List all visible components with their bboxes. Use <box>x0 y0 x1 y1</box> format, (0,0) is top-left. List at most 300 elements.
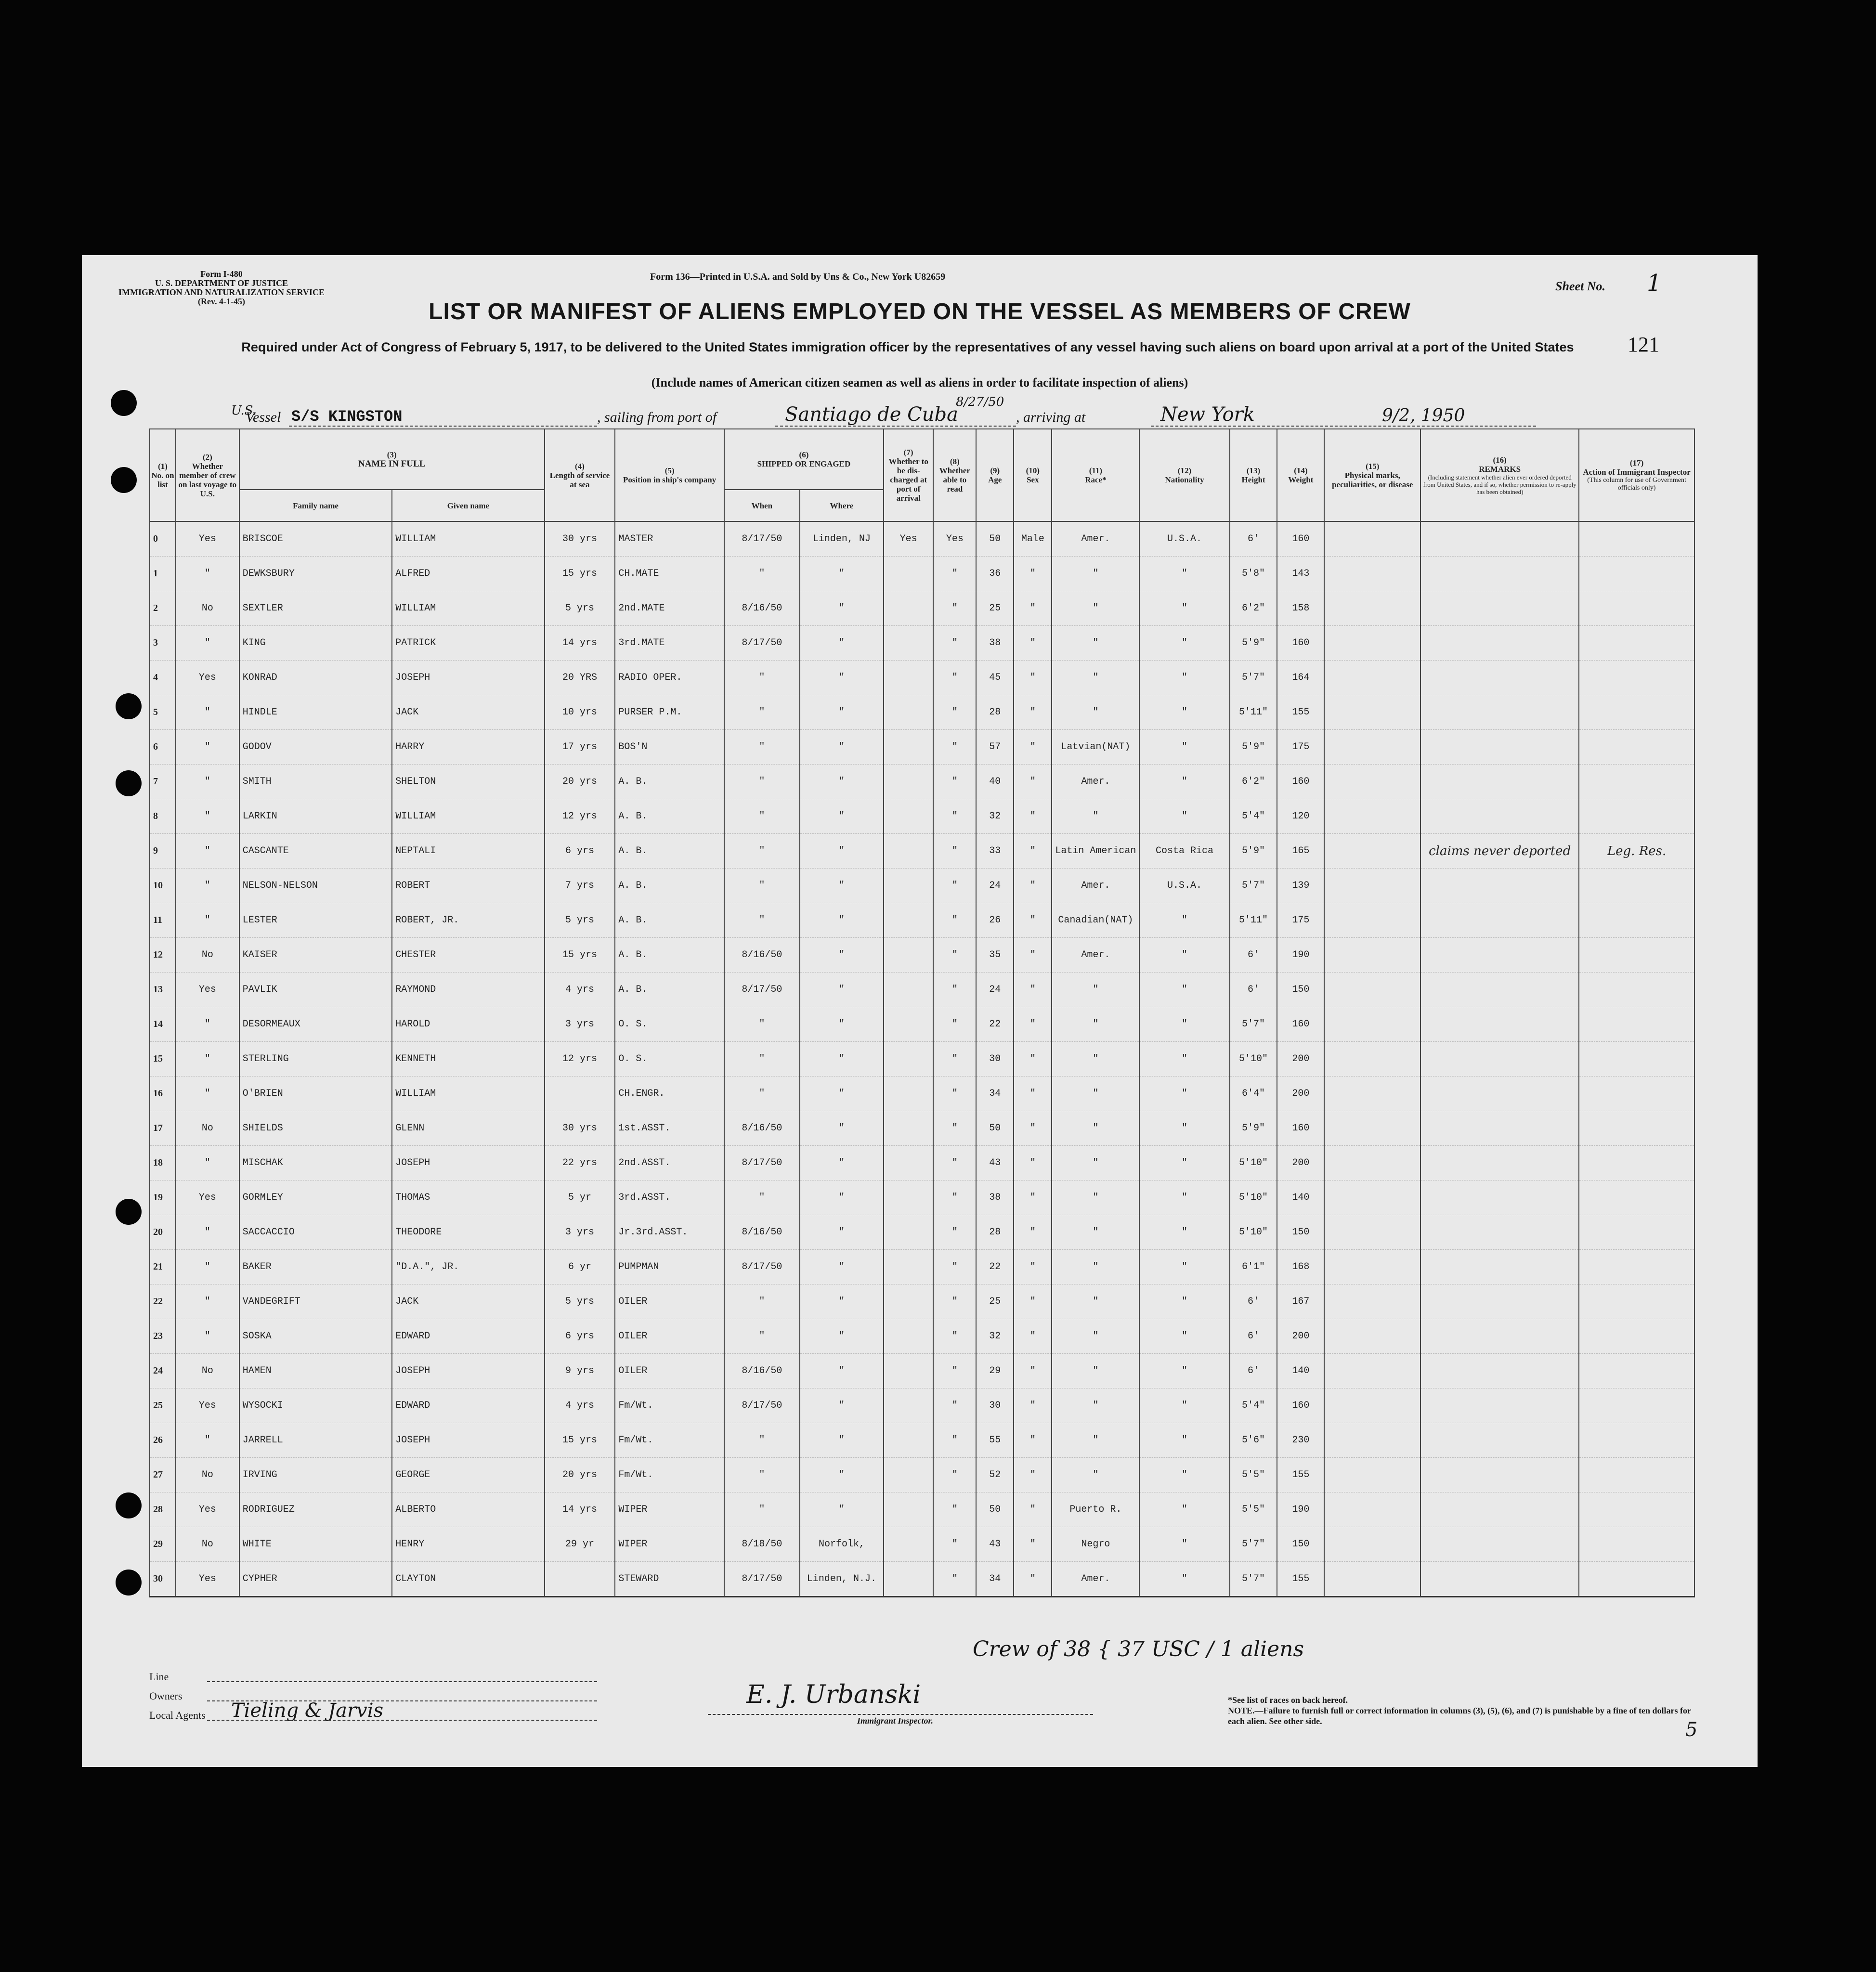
cell-weight: 143 <box>1277 557 1324 591</box>
cell-inspector-action <box>1579 1354 1694 1388</box>
cell-shipped-when: " <box>724 1042 800 1077</box>
cell-given-name: CHESTER <box>392 938 544 973</box>
binder-hole <box>111 390 137 416</box>
cell-weight: 160 <box>1277 521 1324 557</box>
cell-age: 45 <box>976 661 1014 695</box>
cell-sex: " <box>1014 1562 1052 1597</box>
cell-race: " <box>1052 973 1139 1007</box>
table-row <box>150 1250 1694 1284</box>
sheet-number-label: Sheet No. <box>1555 279 1605 293</box>
table-row <box>150 1562 1694 1597</box>
cell-physical-marks <box>1324 1562 1420 1597</box>
cell-nationality: " <box>1139 1042 1229 1077</box>
cell-sex: " <box>1014 799 1052 834</box>
cell-given-name: EDWARD <box>392 1319 544 1354</box>
cell-weight: 139 <box>1277 869 1324 903</box>
cell-service-length: 30 yrs <box>545 1111 615 1146</box>
cell-last-voyage: " <box>176 799 239 834</box>
cell-weight: 190 <box>1277 938 1324 973</box>
cell-sex: " <box>1014 1527 1052 1562</box>
cell-given-name: NEPTALI <box>392 834 544 869</box>
cell-service-length: 7 yrs <box>545 869 615 903</box>
cell-family-name: SHIELDS <box>239 1111 392 1146</box>
cell-able-to-read: " <box>933 1284 976 1319</box>
table-row <box>150 1354 1694 1388</box>
cell-service-length: 22 yrs <box>545 1146 615 1181</box>
cell-nationality: " <box>1139 591 1229 626</box>
cell-last-voyage: " <box>176 626 239 661</box>
cell-able-to-read: " <box>933 1042 976 1077</box>
cell-height: 5'10" <box>1230 1215 1277 1250</box>
cell-nationality: " <box>1139 903 1229 938</box>
cell-shipped-when: " <box>724 730 800 765</box>
cell-shipped-where: " <box>800 1042 884 1077</box>
table-row <box>150 591 1694 626</box>
cell-remarks <box>1420 1250 1579 1284</box>
cell-height: 5'11" <box>1230 695 1277 730</box>
cell-inspector-action <box>1579 973 1694 1007</box>
cell-remarks <box>1420 1146 1579 1181</box>
cell-sex: Male <box>1014 521 1052 557</box>
cell-height: 5'7" <box>1230 1007 1277 1042</box>
cell-family-name: VANDEGRIFT <box>239 1284 392 1319</box>
cell-inspector-action <box>1579 591 1694 626</box>
cell-no: 22 <box>150 1284 176 1319</box>
cell-position: O. S. <box>615 1007 724 1042</box>
cell-remarks <box>1420 1077 1579 1111</box>
races-note: *See list of races on back hereof. <box>1228 1695 1348 1705</box>
col-16-header: (16) REMARKS (Including statement whether alien ever ordered deported from United States, and if so, whether permission to re-apply has been obtained) <box>1420 429 1579 521</box>
cell-shipped-when: " <box>724 661 800 695</box>
cell-physical-marks <box>1324 521 1420 557</box>
cell-given-name: KENNETH <box>392 1042 544 1077</box>
cell-able-to-read: " <box>933 1146 976 1181</box>
cell-family-name: DESORMEAUX <box>239 1007 392 1042</box>
cell-no: 17 <box>150 1111 176 1146</box>
cell-shipped-where: " <box>800 661 884 695</box>
cell-race: " <box>1052 1042 1139 1077</box>
cell-discharged <box>884 799 933 834</box>
cell-nationality: " <box>1139 1388 1229 1423</box>
cell-remarks <box>1420 591 1579 626</box>
cell-able-to-read: " <box>933 730 976 765</box>
cell-race: Amer. <box>1052 521 1139 557</box>
cell-shipped-where: " <box>800 1146 884 1181</box>
cell-physical-marks <box>1324 1111 1420 1146</box>
cell-weight: 200 <box>1277 1146 1324 1181</box>
cell-family-name: HAMEN <box>239 1354 392 1388</box>
owners-label: Owners <box>149 1690 182 1702</box>
cell-discharged <box>884 1215 933 1250</box>
cell-physical-marks <box>1324 1354 1420 1388</box>
cell-shipped-where: " <box>800 1007 884 1042</box>
cell-remarks <box>1420 869 1579 903</box>
cell-sex: " <box>1014 1250 1052 1284</box>
cell-sex: " <box>1014 1492 1052 1527</box>
cell-family-name: MISCHAK <box>239 1146 392 1181</box>
cell-race: Amer. <box>1052 869 1139 903</box>
cell-inspector-action <box>1579 1007 1694 1042</box>
cell-last-voyage: No <box>176 1354 239 1388</box>
cell-weight: 160 <box>1277 765 1324 799</box>
cell-last-voyage: No <box>176 938 239 973</box>
cell-remarks <box>1420 730 1579 765</box>
cell-family-name: CASCANTE <box>239 834 392 869</box>
table-row <box>150 1111 1694 1146</box>
cell-service-length: 4 yrs <box>545 973 615 1007</box>
col-14-header: (14) Weight <box>1277 429 1324 521</box>
cell-shipped-when: " <box>724 903 800 938</box>
cell-position: CH.ENGR. <box>615 1077 724 1111</box>
cell-service-length: 20 YRS <box>545 661 615 695</box>
table-row <box>150 1007 1694 1042</box>
cell-physical-marks <box>1324 1077 1420 1111</box>
cell-position: WIPER <box>615 1492 724 1527</box>
cell-given-name: JOSEPH <box>392 661 544 695</box>
cell-service-length: 15 yrs <box>545 938 615 973</box>
cell-race: " <box>1052 1423 1139 1458</box>
cell-shipped-when: " <box>724 1423 800 1458</box>
cell-height: 6' <box>1230 521 1277 557</box>
cell-height: 5'11" <box>1230 903 1277 938</box>
cell-given-name: ALBERTO <box>392 1492 544 1527</box>
cell-shipped-where: " <box>800 834 884 869</box>
cell-physical-marks <box>1324 1146 1420 1181</box>
cell-service-length <box>545 1562 615 1597</box>
cell-shipped-where: " <box>800 765 884 799</box>
cell-family-name: IRVING <box>239 1458 392 1492</box>
cell-discharged <box>884 1527 933 1562</box>
cell-position: A. B. <box>615 799 724 834</box>
cell-age: 26 <box>976 903 1014 938</box>
cell-weight: 160 <box>1277 1388 1324 1423</box>
cell-position: 3rd.MATE <box>615 626 724 661</box>
cell-last-voyage: " <box>176 765 239 799</box>
cell-last-voyage: " <box>176 1007 239 1042</box>
cell-discharged <box>884 1423 933 1458</box>
cell-given-name: PATRICK <box>392 626 544 661</box>
cell-weight: 140 <box>1277 1181 1324 1215</box>
crew-note: Crew of 38 { 37 USC / 1 aliens <box>973 1637 1304 1661</box>
cell-family-name: RODRIGUEZ <box>239 1492 392 1527</box>
cell-no: 24 <box>150 1354 176 1388</box>
cell-family-name: LESTER <box>239 903 392 938</box>
sailing-label: , sailing from port of <box>597 409 717 425</box>
cell-family-name: WHITE <box>239 1527 392 1562</box>
cell-physical-marks <box>1324 591 1420 626</box>
stamp-number: 121 <box>1628 333 1659 356</box>
agents-label: Local Agents <box>149 1709 206 1721</box>
cell-nationality: " <box>1139 799 1229 834</box>
table-row <box>150 799 1694 834</box>
cell-discharged <box>884 903 933 938</box>
cell-able-to-read: " <box>933 1077 976 1111</box>
cell-discharged <box>884 1007 933 1042</box>
table-row <box>150 1077 1694 1111</box>
cell-position: CH.MATE <box>615 557 724 591</box>
cell-weight: 200 <box>1277 1042 1324 1077</box>
cell-family-name: HINDLE <box>239 695 392 730</box>
cell-no: 12 <box>150 938 176 973</box>
cell-weight: 155 <box>1277 1458 1324 1492</box>
cell-age: 43 <box>976 1146 1014 1181</box>
cell-nationality: " <box>1139 695 1229 730</box>
cell-able-to-read: " <box>933 973 976 1007</box>
table-row <box>150 557 1694 591</box>
cell-shipped-when: " <box>724 1458 800 1492</box>
cell-remarks <box>1420 661 1579 695</box>
cell-weight: 155 <box>1277 1562 1324 1597</box>
col-5-header: (5) Position in ship's company <box>615 429 724 521</box>
cell-able-to-read: " <box>933 1354 976 1388</box>
cell-age: 24 <box>976 869 1014 903</box>
cell-inspector-action <box>1579 1492 1694 1527</box>
cell-position: A. B. <box>615 973 724 1007</box>
cell-last-voyage: No <box>176 1458 239 1492</box>
cell-no: 7 <box>150 765 176 799</box>
cell-physical-marks <box>1324 626 1420 661</box>
cell-shipped-where: " <box>800 869 884 903</box>
voyage-line <box>231 395 1661 428</box>
cell-last-voyage: Yes <box>176 973 239 1007</box>
cell-race: Amer. <box>1052 1562 1139 1597</box>
cell-nationality: " <box>1139 765 1229 799</box>
cell-given-name: JOSEPH <box>392 1354 544 1388</box>
cell-given-name: JOSEPH <box>392 1423 544 1458</box>
cell-position: PUMPMAN <box>615 1250 724 1284</box>
cell-discharged <box>884 1111 933 1146</box>
table-row <box>150 661 1694 695</box>
cell-family-name: DEWKSBURY <box>239 557 392 591</box>
cell-sex: " <box>1014 1284 1052 1319</box>
cell-age: 30 <box>976 1042 1014 1077</box>
cell-shipped-when: 8/17/50 <box>724 1562 800 1597</box>
cell-service-length: 12 yrs <box>545 1042 615 1077</box>
cell-inspector-action <box>1579 1181 1694 1215</box>
cell-discharged <box>884 1458 933 1492</box>
cell-able-to-read: " <box>933 903 976 938</box>
cell-nationality: " <box>1139 1492 1229 1527</box>
table-row <box>150 938 1694 973</box>
cell-shipped-when: 8/16/50 <box>724 1354 800 1388</box>
cell-shipped-where: " <box>800 799 884 834</box>
cell-family-name: O'BRIEN <box>239 1077 392 1111</box>
cell-able-to-read: " <box>933 1319 976 1354</box>
cell-race: " <box>1052 591 1139 626</box>
table-row <box>150 765 1694 799</box>
manifest-sheet <box>82 255 1758 1767</box>
cell-shipped-where: Norfolk, <box>800 1527 884 1562</box>
arrival-date: 9/2, 1950 <box>1382 406 1465 426</box>
cell-physical-marks <box>1324 1284 1420 1319</box>
cell-no: 21 <box>150 1250 176 1284</box>
table-row <box>150 973 1694 1007</box>
cell-age: 34 <box>976 1077 1014 1111</box>
table-row <box>150 834 1694 869</box>
cell-race: " <box>1052 626 1139 661</box>
cell-family-name: GODOV <box>239 730 392 765</box>
cell-no: 14 <box>150 1007 176 1042</box>
cell-no: 6 <box>150 730 176 765</box>
cell-remarks <box>1420 1527 1579 1562</box>
cell-inspector-action <box>1579 1111 1694 1146</box>
cell-age: 50 <box>976 521 1014 557</box>
cell-family-name: SMITH <box>239 765 392 799</box>
cell-last-voyage: No <box>176 1111 239 1146</box>
cell-shipped-when: 8/17/50 <box>724 1388 800 1423</box>
cell-last-voyage: No <box>176 1527 239 1562</box>
cell-physical-marks <box>1324 661 1420 695</box>
cell-no: 30 <box>150 1562 176 1597</box>
col-15-header: (15) Physical marks, peculiarities, or disease <box>1324 429 1420 521</box>
cell-height: 5'7" <box>1230 661 1277 695</box>
cell-remarks <box>1420 1492 1579 1527</box>
cell-shipped-where: " <box>800 1354 884 1388</box>
cell-family-name: KING <box>239 626 392 661</box>
cell-shipped-where: " <box>800 938 884 973</box>
cell-family-name: JARRELL <box>239 1423 392 1458</box>
cell-shipped-when: " <box>724 869 800 903</box>
cell-last-voyage: " <box>176 1042 239 1077</box>
table-row <box>150 1458 1694 1492</box>
cell-shipped-where: " <box>800 1423 884 1458</box>
cell-height: 5'5" <box>1230 1492 1277 1527</box>
cell-discharged <box>884 1284 933 1319</box>
table-row <box>150 1146 1694 1181</box>
cell-sex: " <box>1014 591 1052 626</box>
cell-inspector-action <box>1579 730 1694 765</box>
cell-nationality: " <box>1139 1146 1229 1181</box>
cell-race: " <box>1052 1458 1139 1492</box>
cell-remarks <box>1420 1354 1579 1388</box>
cell-nationality: " <box>1139 1319 1229 1354</box>
cell-last-voyage: " <box>176 1423 239 1458</box>
cell-height: 5'9" <box>1230 1111 1277 1146</box>
cell-last-voyage: " <box>176 730 239 765</box>
cell-remarks <box>1420 1562 1579 1597</box>
cell-position: Jr.3rd.ASST. <box>615 1215 724 1250</box>
cell-race: " <box>1052 799 1139 834</box>
cell-shipped-when: " <box>724 1077 800 1111</box>
cell-height: 5'9" <box>1230 834 1277 869</box>
cell-last-voyage: " <box>176 1284 239 1319</box>
binder-hole <box>116 1492 142 1518</box>
cell-nationality: " <box>1139 938 1229 973</box>
cell-physical-marks <box>1324 1388 1420 1423</box>
cell-nationality: " <box>1139 1284 1229 1319</box>
cell-inspector-action <box>1579 765 1694 799</box>
cell-last-voyage: " <box>176 903 239 938</box>
cell-position: A. B. <box>615 834 724 869</box>
cell-nationality: " <box>1139 1111 1229 1146</box>
cell-no: 23 <box>150 1319 176 1354</box>
cell-family-name: SEXTLER <box>239 591 392 626</box>
cell-position: 1st.ASST. <box>615 1111 724 1146</box>
cell-no: 3 <box>150 626 176 661</box>
cell-weight: 150 <box>1277 1215 1324 1250</box>
table-row <box>150 695 1694 730</box>
agents-value: Tieling & Jarvis <box>231 1700 384 1722</box>
cell-service-length: 6 yr <box>545 1250 615 1284</box>
cell-height: 5'4" <box>1230 1388 1277 1423</box>
cell-sex: " <box>1014 1077 1052 1111</box>
cell-family-name: SOSKA <box>239 1319 392 1354</box>
cell-last-voyage: " <box>176 1250 239 1284</box>
cell-family-name: KAISER <box>239 938 392 973</box>
cell-age: 22 <box>976 1250 1014 1284</box>
table-row <box>150 1042 1694 1077</box>
cell-last-voyage: " <box>176 869 239 903</box>
cell-inspector-action <box>1579 1146 1694 1181</box>
cell-able-to-read: " <box>933 938 976 973</box>
cell-position: PURSER P.M. <box>615 695 724 730</box>
cell-sex: " <box>1014 1354 1052 1388</box>
cell-weight: 150 <box>1277 973 1324 1007</box>
col-1-header: (1) No. on list <box>150 429 176 521</box>
cell-family-name: GORMLEY <box>239 1181 392 1215</box>
cell-able-to-read: " <box>933 591 976 626</box>
form-id: Form I-480 <box>200 269 243 279</box>
cell-age: 55 <box>976 1423 1014 1458</box>
cell-no: 13 <box>150 973 176 1007</box>
cell-position: WIPER <box>615 1527 724 1562</box>
cell-remarks <box>1420 1458 1579 1492</box>
cell-inspector-action <box>1579 869 1694 903</box>
table-row <box>150 1284 1694 1319</box>
cell-no: 16 <box>150 1077 176 1111</box>
cell-last-voyage: " <box>176 834 239 869</box>
cell-nationality: " <box>1139 1007 1229 1042</box>
cell-physical-marks <box>1324 973 1420 1007</box>
cell-shipped-when: " <box>724 1181 800 1215</box>
arriving-port: New York <box>1160 403 1255 426</box>
cell-no: 25 <box>150 1388 176 1423</box>
cell-shipped-where: " <box>800 1077 884 1111</box>
cell-height: 6' <box>1230 1354 1277 1388</box>
cell-inspector-action: Leg. Res. <box>1579 834 1694 869</box>
cell-discharged <box>884 730 933 765</box>
cell-race: " <box>1052 557 1139 591</box>
cell-inspector-action <box>1579 521 1694 557</box>
cell-family-name: WYSOCKI <box>239 1388 392 1423</box>
cell-discharged <box>884 591 933 626</box>
cell-nationality: " <box>1139 1181 1229 1215</box>
cell-position: 2nd.MATE <box>615 591 724 626</box>
cell-physical-marks <box>1324 695 1420 730</box>
printer-line: Form 136—Printed in U.S.A. and Sold by Uns & Co., New York U82659 <box>650 272 946 282</box>
cell-physical-marks <box>1324 903 1420 938</box>
cell-race: " <box>1052 1354 1139 1388</box>
cell-remarks <box>1420 521 1579 557</box>
cell-sex: " <box>1014 938 1052 973</box>
cell-physical-marks <box>1324 938 1420 973</box>
cell-position: A. B. <box>615 869 724 903</box>
cell-position: RADIO OPER. <box>615 661 724 695</box>
cell-discharged <box>884 661 933 695</box>
cell-shipped-when: " <box>724 1284 800 1319</box>
form-subtitle: Required under Act of Congress of February 5, 1917, to be delivered to the United States immigration officer by the representatives of any vessel having such aliens on board upon arrival at a port of the United States <box>241 340 1574 354</box>
cell-inspector-action <box>1579 903 1694 938</box>
cell-discharged <box>884 1250 933 1284</box>
cell-given-name: "D.A.", JR. <box>392 1250 544 1284</box>
table-row <box>150 1527 1694 1562</box>
cell-service-length: 10 yrs <box>545 695 615 730</box>
cell-given-name: JACK <box>392 695 544 730</box>
cell-discharged <box>884 973 933 1007</box>
family-name-header: Family name <box>239 490 392 521</box>
cell-sex: " <box>1014 1111 1052 1146</box>
cell-race: " <box>1052 1077 1139 1111</box>
